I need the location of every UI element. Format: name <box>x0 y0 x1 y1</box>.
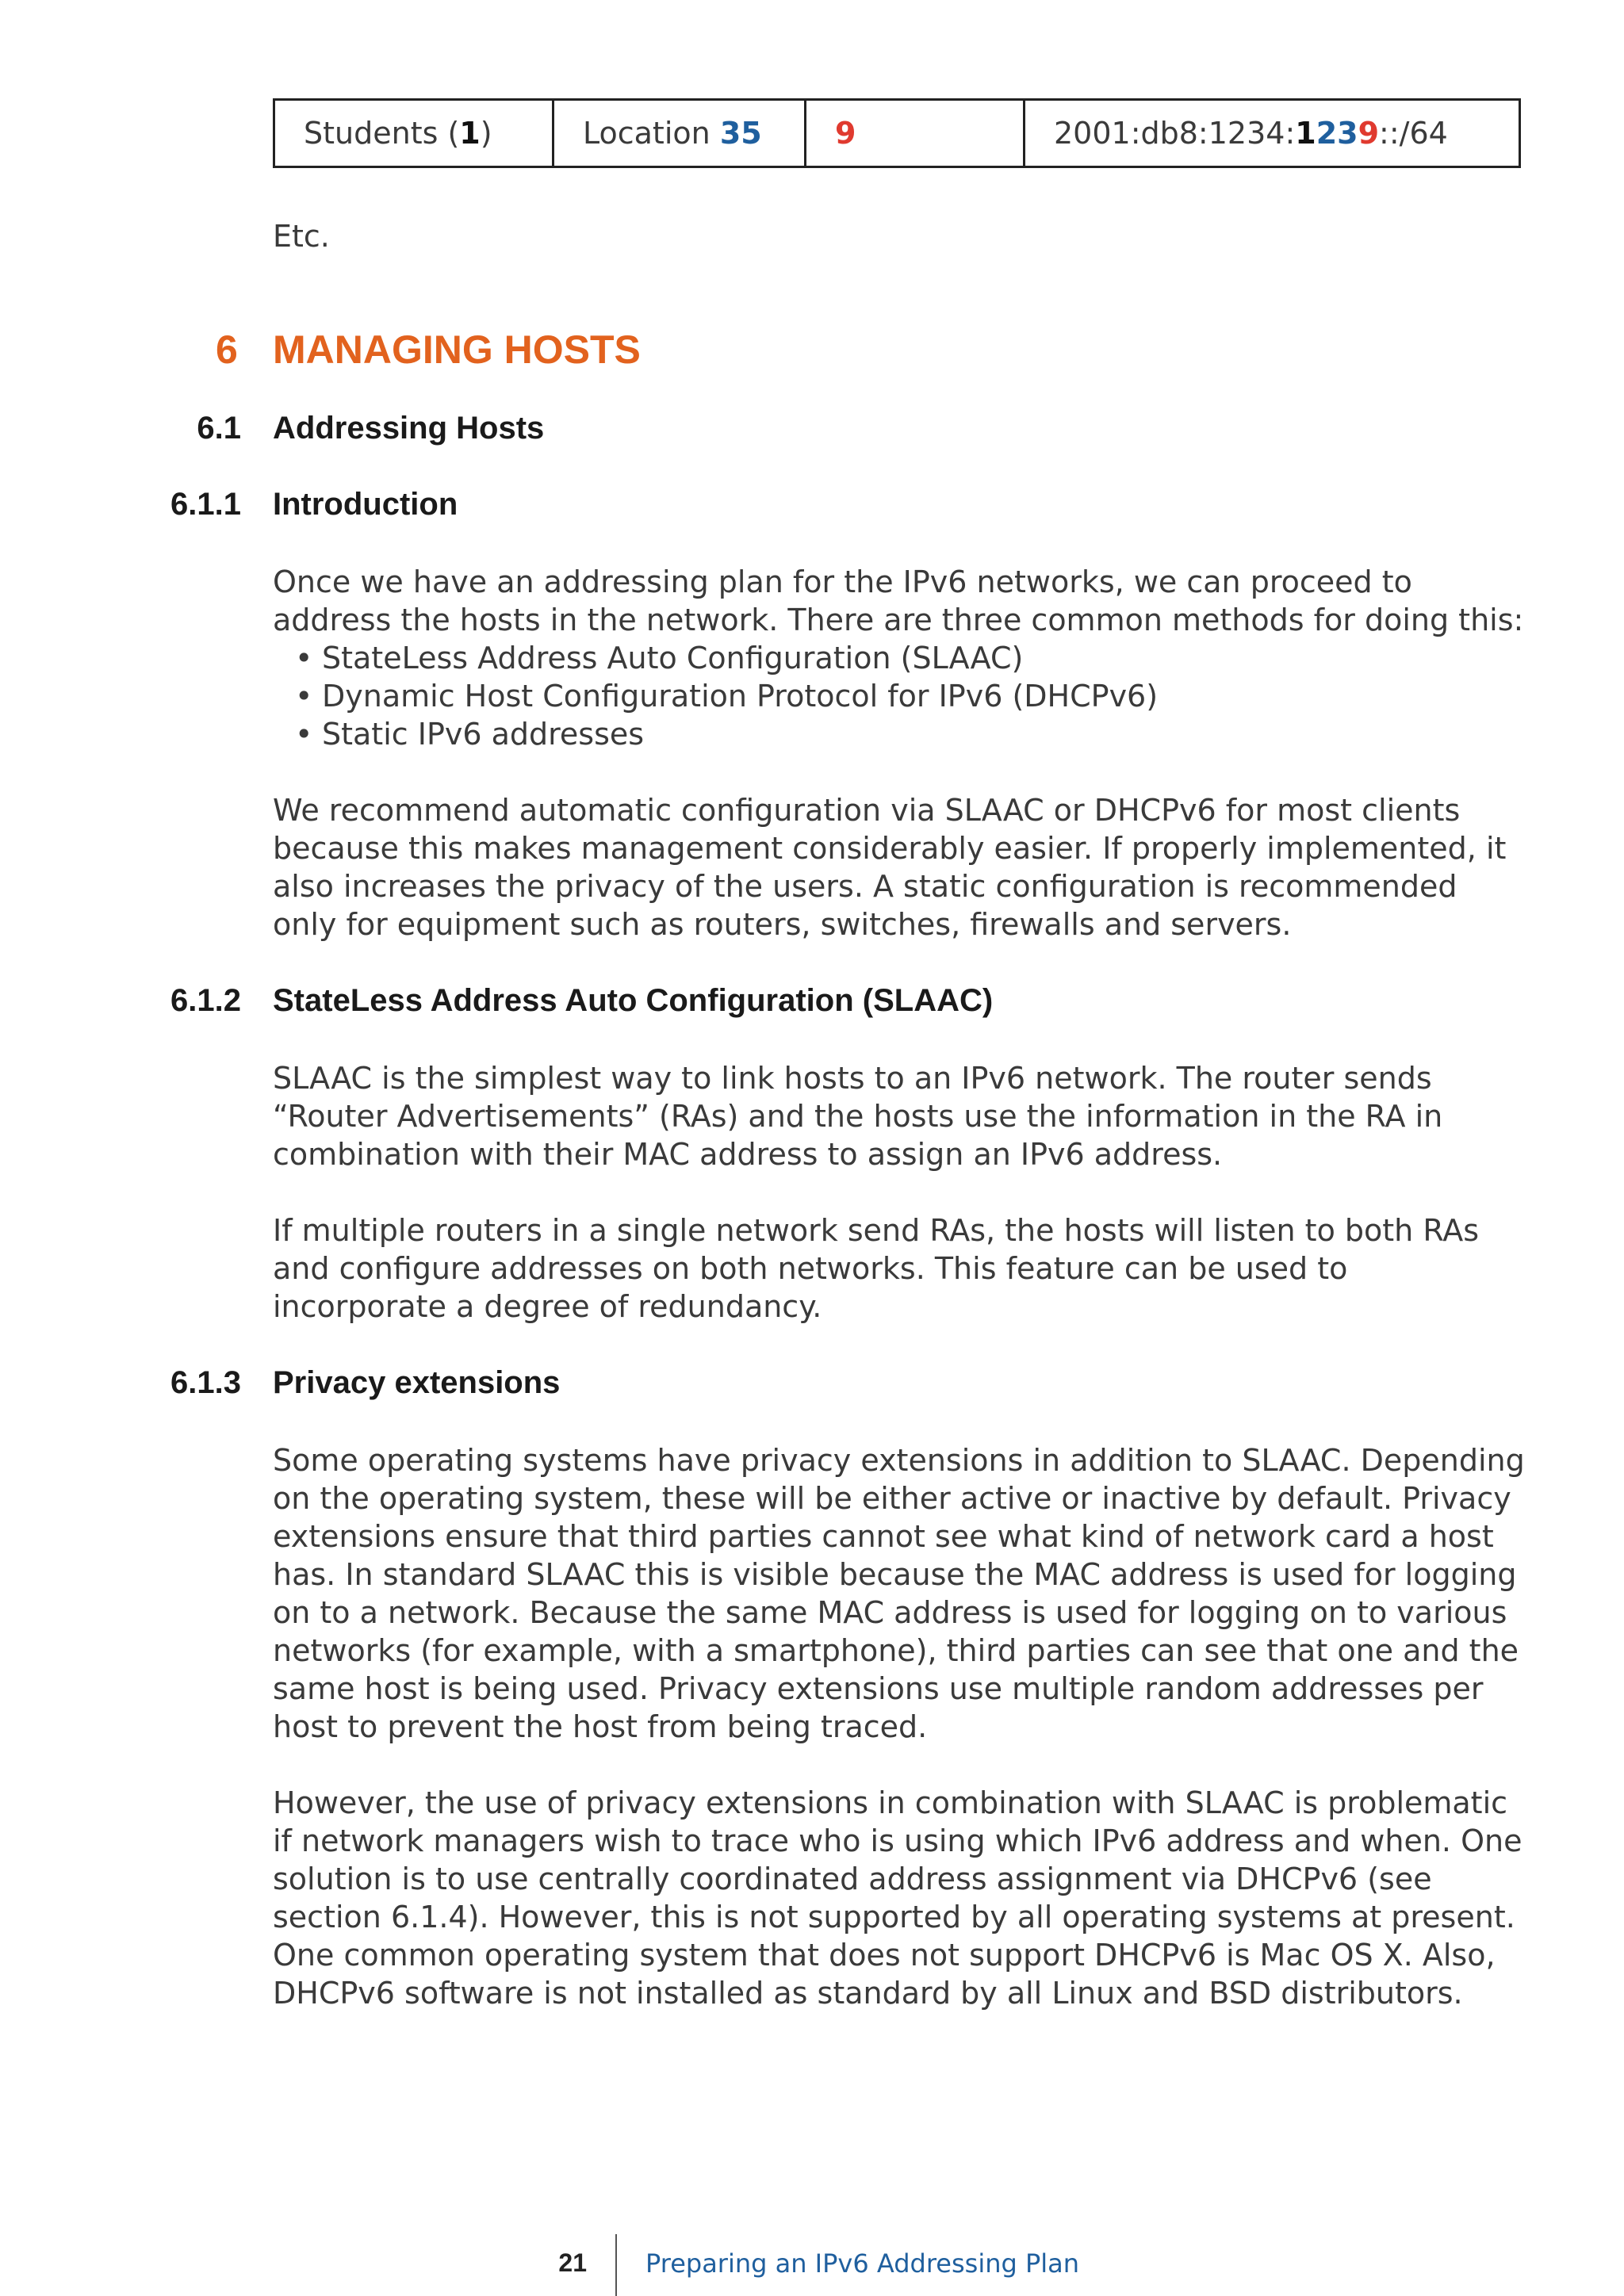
table-cell-group: Students ( 1 ) <box>275 101 554 166</box>
subsubsection-number-611: 6.1.1 <box>170 487 241 522</box>
paragraph: However, the use of privacy extensions in combination with SLAAC is problematic if network managers wish to trace who is using which IPv6 address and when. One solution is to use centrally coordinated address assignment via DHCPv6 (see section 6.1.4). However, this is not supported by all operating systems at present. One common operating system that does not support DHCPv6 is Mac OS X. Also, DHCPv6 software is not installed as standard by all Linux and BSD distributors. <box>273 1785 1522 2011</box>
footer-document-title: Preparing an IPv6 Addressing Plan <box>645 2248 1080 2279</box>
page-number: 21 <box>558 2248 587 2277</box>
etc-text: Etc. <box>273 219 330 254</box>
subsection-title: Addressing Hosts <box>273 411 545 446</box>
subsubsection-title-613: Privacy extensions <box>273 1365 561 1400</box>
footer-divider <box>615 2234 617 2296</box>
addressing-table-row <box>273 98 1521 168</box>
subnet-id: 9 <box>835 116 856 151</box>
subsubsection-number-613: 6.1.3 <box>170 1365 241 1400</box>
location-id: 35 <box>719 116 762 151</box>
subsubsection-number-612: 6.1.2 <box>170 983 241 1018</box>
subsubsection-title-612: StateLess Address Auto Configuration (SLAAC) <box>273 983 994 1018</box>
section-heading <box>216 327 641 373</box>
list-item: • StateLess Address Auto Configuration (SLAAC) <box>273 639 1526 677</box>
table-cell-prefix: 2001:db8:1234: 1 23 9 ::/64 <box>1054 116 1448 151</box>
paragraph: If multiple routers in a single network send RAs, the hosts will listen to both RAs and configure addresses on both networks. This feature can be used to incorporate a degree of redundancy. <box>273 1213 1480 1324</box>
paragraph: We recommend automatic configuration via SLAAC or DHCPv6 for most clients because this makes management considerably easier. If properly implemented, it also increases the privacy of the users. A static configuration is recommended only for equipment such as routers, switches, firewalls and servers. <box>273 793 1507 942</box>
subsubsection-title-611: Introduction <box>273 487 458 522</box>
intro-block <box>273 563 1526 753</box>
subsection-number: 6.1 <box>197 411 241 446</box>
table-cell-location: Location 35 <box>554 101 806 166</box>
section-title: MANAGING HOSTS <box>273 327 641 372</box>
table-cell-subnet <box>806 101 1025 166</box>
paragraph: Some operating systems have privacy extensions in addition to SLAAC. Depending on the operating system, these will be either active or inactive by default. Privacy extensions ensure that third parties cannot see what kind of network card a host has. In standard SLAAC this is visible because the MAC address is used for logging on to a network. Because the same MAC address is used for logging on to various networks (for example, with a smartphone), third parties can see that one and the same host is being used. Privacy extensions use multiple random addresses per host to prevent the host from being traced. <box>273 1443 1525 1744</box>
section-number: 6 <box>216 327 238 372</box>
methods-list <box>273 639 1526 753</box>
list-item: • Static IPv6 addresses <box>273 715 1526 753</box>
group-id: 1 <box>459 116 481 151</box>
paragraph: Once we have an addressing plan for the IPv6 networks, we can proceed to address the hosts in the network. There are three common methods for doing this: <box>273 564 1524 637</box>
paragraph: SLAAC is the simplest way to link hosts to an IPv6 network. The router sends “Router Advertisements” (RAs) and the hosts use the information in the RA in combination with their MAC address to assign an IPv6 address. <box>273 1061 1443 1172</box>
list-item: • Dynamic Host Configuration Protocol for IPv6 (DHCPv6) <box>273 677 1526 715</box>
